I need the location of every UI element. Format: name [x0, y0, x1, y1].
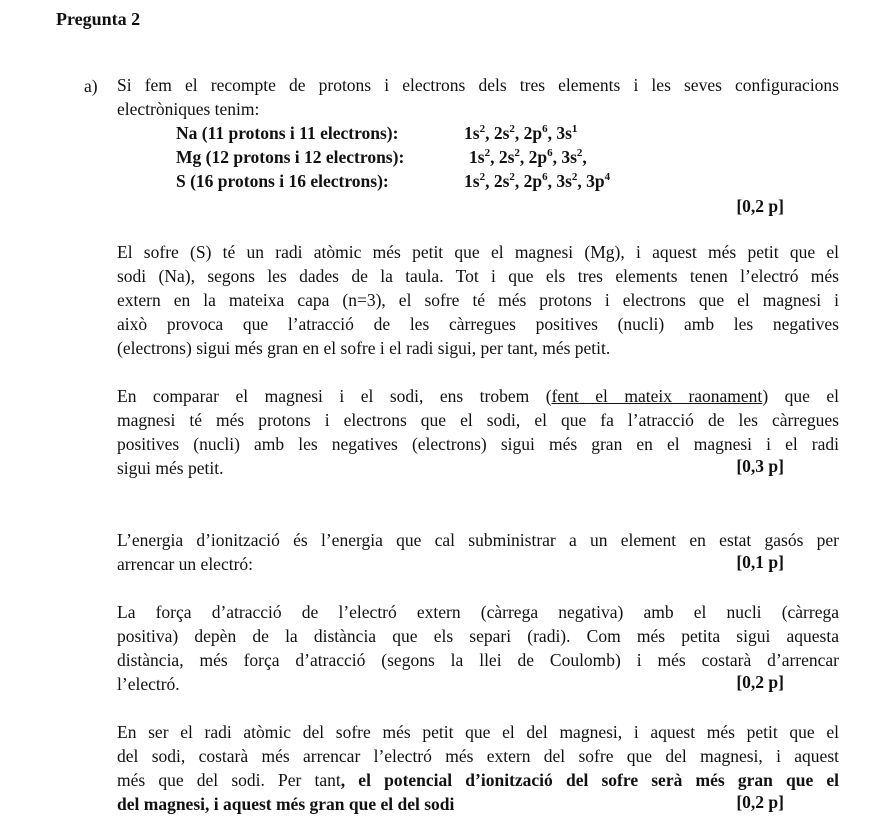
config-mg	[176, 145, 587, 169]
p2-line-1: En comparar el magnesi i el sodi, ens trobem (fent el mateix raonament) que el	[117, 386, 839, 406]
orbital: 2p	[523, 171, 543, 191]
p2-line-4: sigui més petit.	[117, 458, 224, 478]
p3-line-1: L’energia d’ionització és l’energia que cal subministrar a un element en estat gasós per	[117, 530, 839, 550]
p4-line-3: distància, més força d’atracció (segons la llei de Coulomb) i més costarà d’arrencar	[117, 650, 839, 670]
score-3: [0,1 p]	[736, 552, 784, 572]
orbital: 3p	[586, 171, 605, 191]
score-4: [0,2 p]	[736, 672, 784, 692]
config-name: Na (11 protons i 11 electrons):	[176, 123, 399, 143]
orbital: 1s	[469, 147, 485, 167]
orbital: 2s	[493, 171, 510, 191]
score-1: [0,2 p]	[736, 196, 784, 216]
p4-line-2: positiva) depèn de la distància que els separi (radi). Com més petita sigui aquesta	[117, 626, 839, 646]
intro-line-2: electròniques tenim:	[117, 99, 260, 119]
p1-line-5: (electrons) sigui més gran en el sofre i el radi sigui, per tant, més petit.	[117, 338, 611, 358]
p4-line-4: l’electró.	[117, 674, 180, 694]
orbital-electrons: 6	[542, 171, 548, 183]
electron-configuration: $1s^2$, $2s^2$, $2p^6$, $3s^1$	[464, 123, 578, 143]
p1-line-1: El sofre (S) té un radi atòmic més petit que el magnesi (Mg), i aquest més petit que el	[117, 242, 839, 262]
orbital: 1s	[464, 123, 480, 143]
orbital: 1s	[464, 171, 480, 191]
intro-line-1: Si fem el recompte de protons i electrons dels tres elements i les seves configuracions	[117, 75, 839, 95]
electron-configuration: $1s^2$, $2s^2$, $2p^6$, $3s^2$, $3p^4$	[464, 171, 611, 191]
p2-line-3: positives (nucli) amb les negatives (electrons) sigui més gran en el magnesi i el radi	[117, 434, 839, 454]
orbital-electrons: 2	[571, 171, 578, 183]
orbital: 2s	[498, 147, 515, 167]
config-name: Mg (12 protons i 12 electrons):	[176, 147, 405, 167]
orbital-electrons: 6	[547, 147, 553, 159]
orbital-electrons: 2	[479, 171, 486, 183]
orbital: 3s	[561, 147, 577, 167]
item-label: a)	[84, 76, 98, 96]
orbital: 3s	[556, 123, 572, 143]
config-name: S (16 protons i 16 electrons):	[176, 171, 389, 191]
orbital: 2s	[493, 123, 510, 143]
orbital: 2p	[523, 123, 543, 143]
p5-line-3: més que del sodi. Per tant, el potencial d’ionització del sofre serà més gran que el	[117, 770, 839, 790]
p1-line-3: extern en la mateixa capa (n=3), el sofre té més protons i electrons que el magnesi i	[117, 290, 839, 310]
orbital-electrons: 2	[509, 171, 515, 183]
score-5: [0,2 p]	[736, 792, 784, 812]
page-title: Pregunta 2	[56, 9, 141, 29]
p5-line-4: del magnesi, i aquest més gran que el del sodi	[117, 794, 455, 814]
orbital-electrons: 2	[576, 147, 583, 159]
p1-line-2: sodi (Na), segons les dades de la taula. Tot i que els tres elements tenen l’electró més	[117, 266, 839, 286]
orbital-electrons: 2	[514, 147, 520, 159]
orbital-electrons: 1	[571, 123, 578, 135]
p5-line-2: del sodi, costarà més arrencar l’electró més extern del sofre que del magnesi, i aquest	[117, 746, 839, 766]
orbital: 3s	[556, 171, 572, 191]
p1-line-4: això provoca que l’atracció de les càrregues positives (nucli) amb les negatives	[117, 314, 839, 334]
score-2: [0,3 p]	[736, 456, 784, 476]
p4-line-1: La força d’atracció de l’electró extern (càrrega negativa) amb el nucli (càrrega	[117, 602, 839, 622]
electron-configuration: $1s^2$, $2s^2$, $2p^6$, $3s^2$,	[469, 147, 587, 167]
p3-line-2: arrencar un electró:	[117, 554, 254, 574]
p5-line-1: En ser el radi atòmic del sofre més petit que el del magnesi, i aquest més petit que el	[117, 722, 839, 742]
config-s	[176, 169, 611, 193]
orbital: 2p	[528, 147, 548, 167]
orbital-electrons: 2	[479, 123, 486, 135]
orbital-electrons: 2	[484, 147, 491, 159]
orbital-electrons: 4	[604, 171, 611, 183]
orbital-electrons: 6	[542, 123, 548, 135]
config-na	[176, 121, 578, 145]
p2-line-2: magnesi té més protons i electrons que el sodi, el que fa l’atracció de les càrregues	[117, 410, 839, 430]
orbital-electrons: 2	[509, 123, 515, 135]
